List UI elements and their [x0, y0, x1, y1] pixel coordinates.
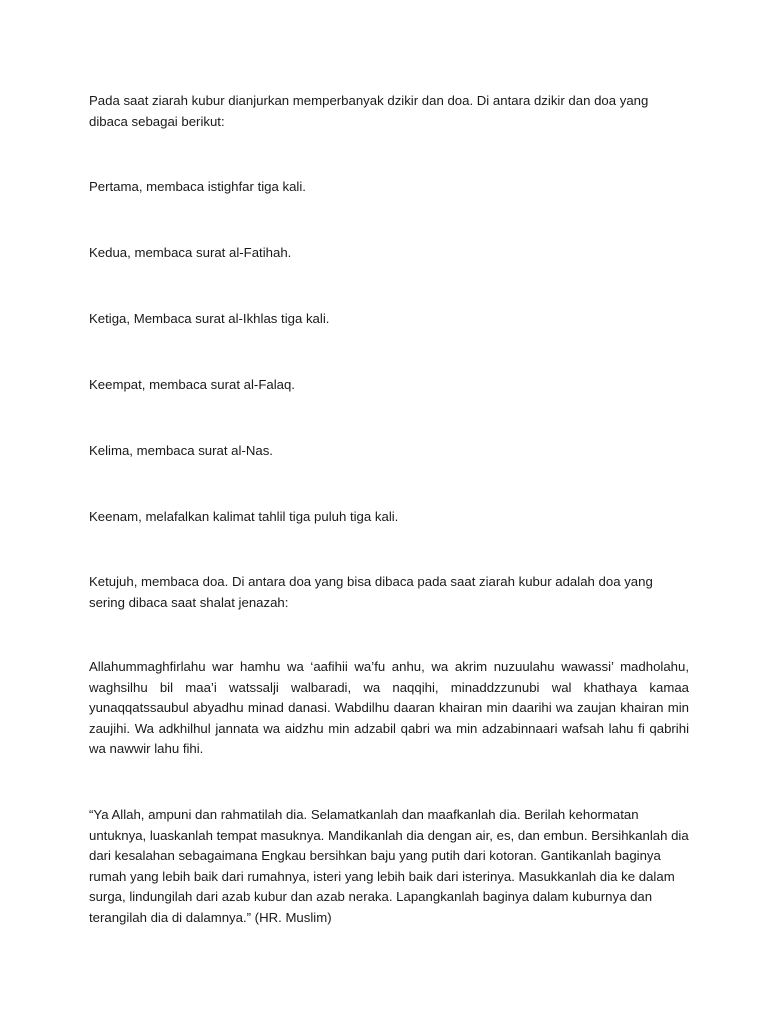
step-6-paragraph: Keenam, melafalkan kalimat tahlil tiga puluh tiga kali.: [89, 509, 399, 524]
prayer-translation: “Ya Allah, ampuni dan rahmatilah dia. Selamatkanlah dan maafkanlah dia. Berilah kehormatan untuknya, luaskanlah tempat masuknya. Mandikanlah dia dengan air, es, dan embun. Bersihkanlah dia dari kesalahan sebagaimana Engkau bersihkan baju yang putih dari kotoran. Gantikanlah baginya rumah yang lebih baik dari rumahnya, isteri yang lebih baik dari isterinya. Masukkanlah dia ke dalam surga, lindungilah dari azab kubur dan azab neraka. Lapangkanlah baginya dalam kuburnya dan terangilah dia di dalamnya.” (HR. Muslim): [89, 807, 689, 925]
step-1-paragraph: Pertama, membaca istighfar tiga kali.: [89, 179, 306, 194]
step-5-paragraph: Kelima, membaca surat al-Nas.: [89, 443, 273, 458]
intro-paragraph: Pada saat ziarah kubur dianjurkan memperbanyak dzikir dan doa. Di antara dzikir dan doa yang dibaca sebagai berikut:: [89, 93, 649, 129]
step-4-paragraph: Keempat, membaca surat al-Falaq.: [89, 377, 295, 392]
step-2-paragraph: Kedua, membaca surat al-Fatihah.: [89, 245, 292, 260]
step-7-paragraph: Ketujuh, membaca doa. Di antara doa yang bisa dibaca pada saat ziarah kubur adalah doa yang sering dibaca saat shalat jenazah:: [89, 574, 653, 610]
step-3-paragraph: Ketiga, Membaca surat al-Ikhlas tiga kali.: [89, 311, 330, 326]
prayer-arabic-transliteration: Allahummaghfirlahu war hamhu wa ‘aafihii wa’fu anhu, wa akrim nuzuulahu wawassi’ madholahu, waghsilhu bil maa’i watssalji walbaradi, wa naqqihi, minaddzzunubi wal khathaya kamaa yunaqqatssaubul abyadhu minad danasi. Wabdilhu daaran khairan min daarihi wa zaujan khairan min zaujihi. Wa adkhilhul jannata wa aidzhu min adzabil qabri wa min adzabinnaari wafsah lahu fi qabrihi wa nawwir lahu fihi.: [89, 659, 689, 756]
